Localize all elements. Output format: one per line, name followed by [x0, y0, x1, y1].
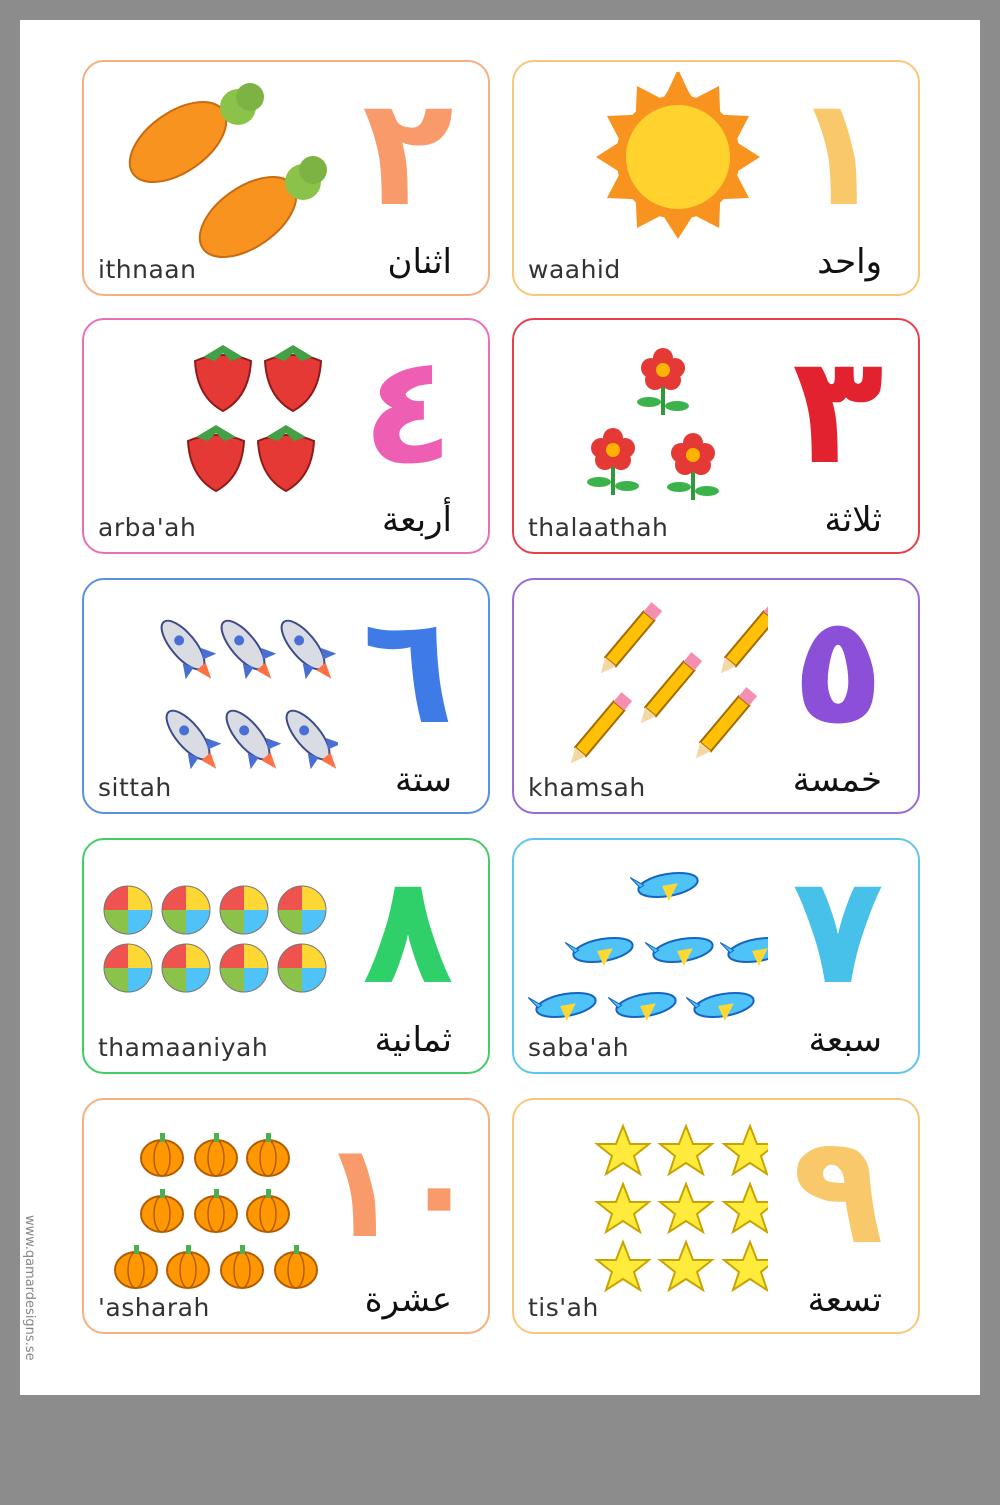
arabic-word: أربعة [382, 500, 452, 540]
numeral-10: ١٠ [320, 1115, 479, 1267]
transliteration: saba'ah [528, 1033, 630, 1062]
sun-icon [528, 72, 768, 262]
flower-icon [528, 330, 768, 520]
numeral-1: ١ [792, 66, 884, 240]
transliteration: khamsah [528, 773, 646, 802]
arabic-word: ثلاثة [824, 500, 882, 540]
transliteration: ithnaan [98, 255, 197, 284]
numeral-5: ٥ [792, 584, 884, 758]
card-asharah [82, 1098, 490, 1334]
card-tisah [512, 1098, 920, 1334]
transliteration: arba'ah [98, 513, 197, 542]
carrot-icon [98, 72, 338, 262]
star-icon [528, 1110, 768, 1300]
arabic-word: ستة [395, 760, 452, 800]
card-waahid [512, 60, 920, 296]
arabic-word: عشرة [364, 1280, 452, 1320]
transliteration: sittah [98, 773, 172, 802]
flashcard-sheet [20, 20, 980, 1395]
transliteration: tis'ah [528, 1293, 599, 1322]
pumpkin-icon [98, 1110, 338, 1300]
arabic-word: اثنان [387, 242, 452, 282]
arabic-word: سبعة [808, 1020, 882, 1060]
arabic-word: واحد [817, 242, 882, 282]
airplane-icon [528, 850, 768, 1040]
card-sabaah [512, 838, 920, 1074]
arabic-word: خمسة [792, 760, 882, 800]
numeral-6: ٦ [362, 584, 454, 758]
numeral-8: ٨ [362, 844, 454, 1018]
card-sittah [82, 578, 490, 814]
numeral-2: ٢ [362, 66, 454, 240]
card-thalaathah [512, 318, 920, 554]
card-khamsah [512, 578, 920, 814]
transliteration: thalaathah [528, 513, 669, 542]
transliteration: thamaaniyah [98, 1033, 269, 1062]
card-arbaah [82, 318, 490, 554]
card-thamaaniyah [82, 838, 490, 1074]
arabic-word: ثمانية [374, 1020, 452, 1060]
transliteration: 'asharah [98, 1293, 210, 1322]
strawberry-icon [98, 330, 338, 520]
card-ithnaan [82, 60, 490, 296]
numeral-3: ٣ [792, 324, 884, 498]
watermark: www.qamardesigns.se [22, 1215, 37, 1361]
numeral-4: ٤ [362, 324, 454, 498]
numeral-9: ٩ [792, 1104, 884, 1278]
rocket-icon [98, 590, 338, 780]
numeral-7: ٧ [792, 844, 884, 1018]
transliteration: waahid [528, 255, 621, 284]
pencil-icon [528, 590, 768, 780]
arabic-word: تسعة [807, 1280, 882, 1320]
beach-ball-icon [98, 850, 338, 1040]
